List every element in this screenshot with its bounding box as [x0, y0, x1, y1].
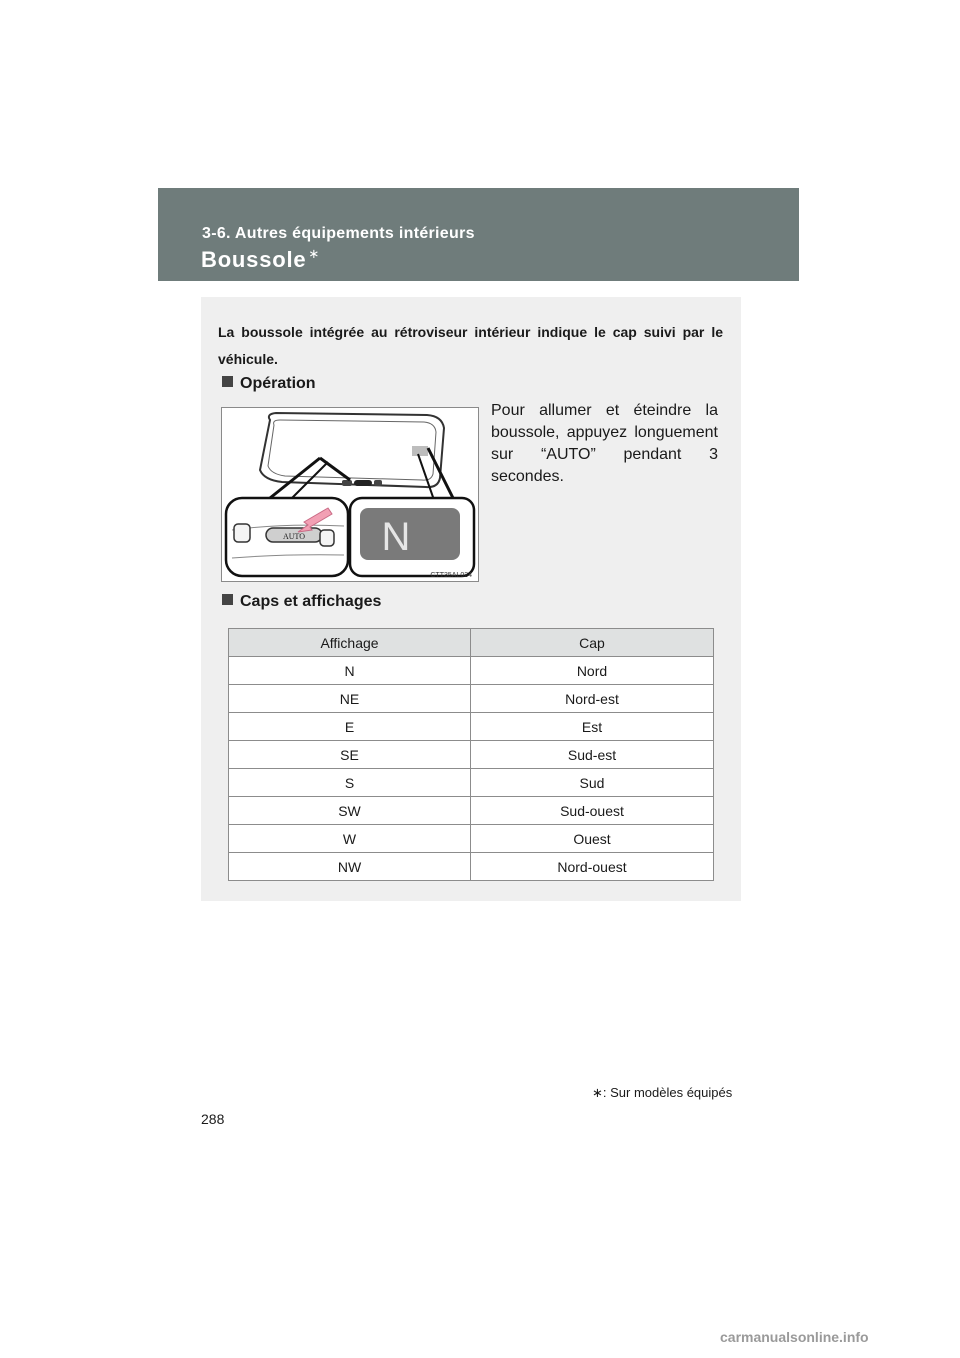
display-cell: E	[229, 713, 471, 741]
table-row	[229, 713, 714, 741]
table-header-row	[229, 629, 714, 657]
table-row	[229, 741, 714, 769]
caps-table	[228, 628, 714, 881]
operation-instructions: Pour allumer et éteindre la boussole, appuyez longuement sur “AUTO” pendant 3 secondes.	[491, 402, 718, 485]
table-row	[229, 853, 714, 881]
content-panel	[201, 297, 741, 901]
page-title	[201, 246, 320, 273]
display-cell: W	[229, 825, 471, 853]
heading-cell: Sud-ouest	[471, 797, 714, 825]
display-letter: N	[381, 515, 411, 559]
heading-cell: Nord-est	[471, 685, 714, 713]
display-cell: S	[229, 769, 471, 797]
display-cell: NE	[229, 685, 471, 713]
display-cell: SE	[229, 741, 471, 769]
table-row	[229, 769, 714, 797]
operation-heading-text: Opération	[240, 375, 316, 392]
table-row	[229, 657, 714, 685]
table-row	[229, 825, 714, 853]
display-cell: N	[229, 657, 471, 685]
column-header-heading: Cap	[471, 629, 714, 657]
mirror-display-window	[412, 446, 428, 456]
heading-cell: Sud	[471, 769, 714, 797]
operation-heading	[222, 375, 316, 393]
heading-cell: Est	[471, 713, 714, 741]
table-row	[229, 797, 714, 825]
page-title-text: Boussole	[201, 247, 307, 272]
watermark: carmanualsonline.info	[720, 1329, 869, 1345]
figure-code: CTT35AL024	[430, 572, 472, 579]
column-header-display: Affichage	[229, 629, 471, 657]
heading-cell: Sud-est	[471, 741, 714, 769]
section-header	[158, 188, 799, 281]
heading-cell: Nord	[471, 657, 714, 685]
caps-heading-text: Caps et affichages	[240, 593, 382, 610]
page-number: 288	[201, 1111, 225, 1127]
heading-cell: Ouest	[471, 825, 714, 853]
display-cell: SW	[229, 797, 471, 825]
auto-button-label: AUTO	[282, 532, 306, 541]
display-cell: NW	[229, 853, 471, 881]
heading-cell: Nord-ouest	[471, 853, 714, 881]
footnote: ∗: Sur modèles équipés	[592, 1085, 733, 1100]
rear-view-mirror-illustration	[222, 408, 478, 581]
table-row	[229, 685, 714, 713]
caps-heading	[222, 593, 381, 611]
square-bullet-icon	[222, 594, 233, 605]
square-bullet-icon	[222, 376, 233, 387]
section-title: 3-6. Autres équipements intérieurs	[202, 225, 475, 242]
intro-text: La boussole intégrée au rétroviseur intérieur indique le cap suivi par le véhicule.	[218, 324, 723, 367]
mirror-figure	[221, 407, 479, 582]
asterisk-mark: ∗	[308, 246, 321, 261]
